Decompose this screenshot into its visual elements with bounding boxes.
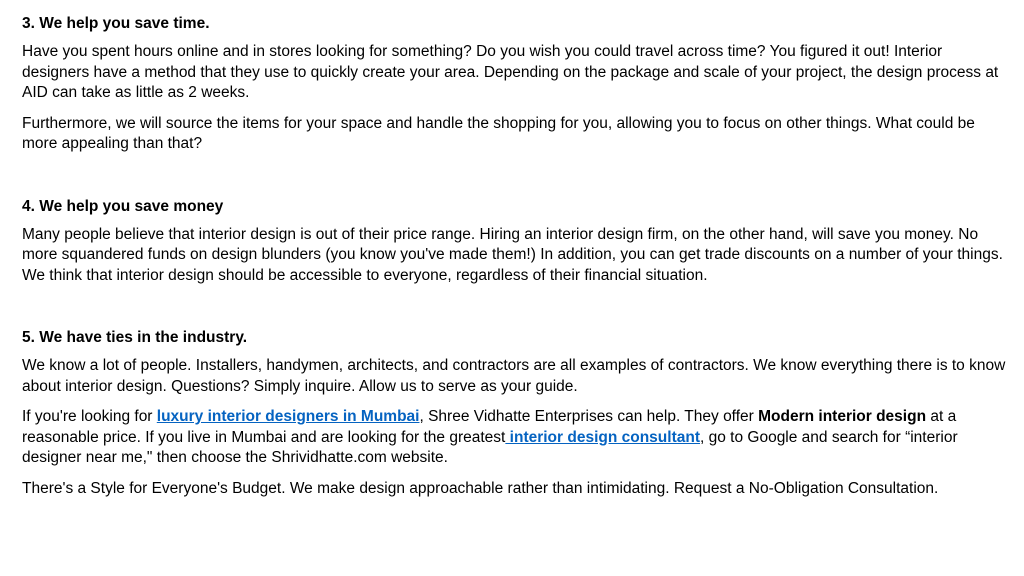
spacer — [22, 296, 1007, 328]
section-5-paragraph-1: We know a lot of people. Installers, handymen, architects, and contractors are all examples of contractors. We know everything there is to know about interior design. Questions? Simply inquire. Allow us to serve as your guide. — [22, 357, 1006, 395]
luxury-interior-designers-link[interactable]: luxury interior designers in Mumbai — [156, 408, 420, 425]
spacer — [22, 165, 1007, 197]
section-5-paragraph-3: There's a Style for Everyone's Budget. We make design approachable rather than intimidating. Request a No-Obligation Consultation. — [22, 479, 939, 497]
slide-content — [22, 14, 1007, 509]
text-run: , Shree Vidhatte Enterprises can help. They offer — [419, 408, 759, 425]
text-run: If you're looking for — [22, 408, 157, 425]
modern-interior-design-bold: Modern interior design — [758, 408, 927, 425]
text-run: at a reasonable price. If you live in Mumbai and are looking for the greatest — [22, 408, 957, 446]
section-5-paragraph-2 — [22, 407, 1007, 469]
section-4-paragraph-1: Many people believe that interior design is out of their price range. Hiring an interior design firm, on the other hand, will save you money. No more squandered funds on design blunders (you know you've made them!) In addition, you can get trade discounts on a number of your things. We think that interior design should be accessible to everyone, regardless of their financial situation. — [22, 225, 1003, 284]
section-3-heading: 3. We help you save time. — [22, 15, 210, 32]
section-3-paragraph-2: Furthermore, we will source the items for your space and handle the shopping for you, allowing you to focus on other things. What could be more appealing than that? — [22, 114, 975, 152]
section-3-paragraph-1: Have you spent hours online and in stores looking for something? Do you wish you could travel across time? You figured it out! Interior designers have a method that they use to quickly create your area. Depending on the package and scale of your project, the design process at AID can take as little as 2 weeks. — [22, 43, 999, 101]
text-run: , go to Google and search for “interior designer near me," then choose the Shrividhatte.com website. — [22, 428, 958, 466]
section-5-heading: 5. We have ties in the industry. — [22, 329, 248, 346]
interior-design-consultant-link[interactable]: interior design consultant — [505, 428, 700, 446]
section-4-heading: 4. We help you save money — [22, 197, 224, 215]
